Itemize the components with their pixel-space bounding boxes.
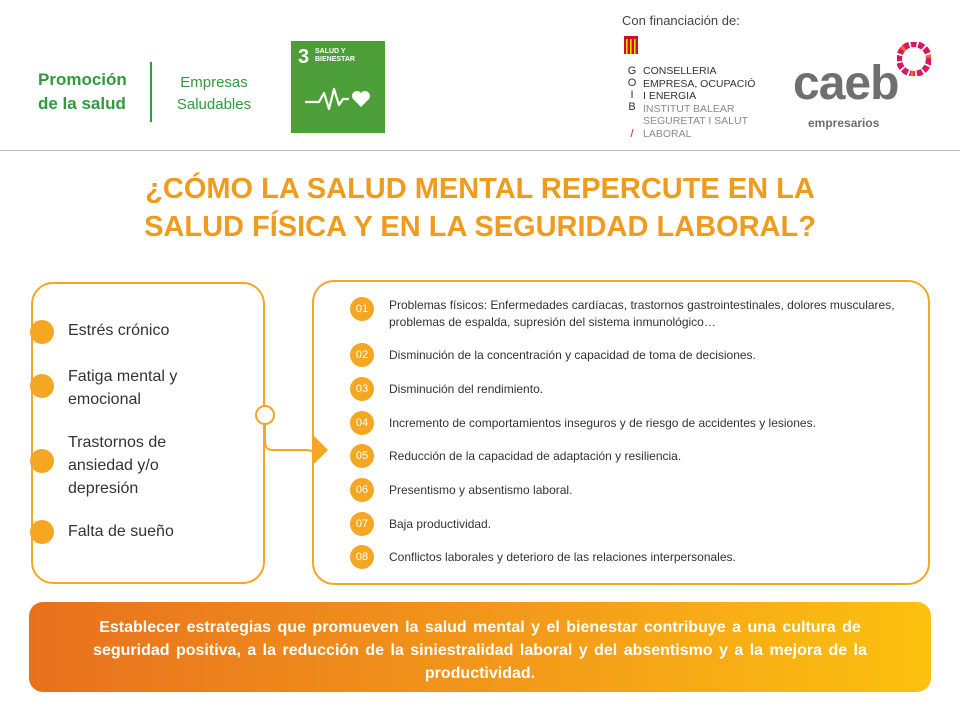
number-badge: 08 — [350, 545, 374, 569]
cause-label: Trastornos de ansiedad y/o depresión — [68, 434, 167, 497]
govern-line: EMPRESA, OCUPACIÓ — [643, 77, 756, 90]
number-badge: 06 — [350, 478, 374, 502]
number-badge: 05 — [350, 444, 374, 468]
govern-slash: / — [630, 128, 634, 140]
header-divider — [0, 150, 960, 151]
effect-label: Reducción de la capacidad de adaptación y resiliencia. — [389, 449, 682, 463]
bullet-dot — [30, 449, 54, 473]
govern-letters — [626, 65, 638, 113]
heartbeat-heart-icon — [305, 85, 373, 113]
effect-label: Disminución del rendimiento. — [389, 382, 544, 396]
number-badge: 07 — [350, 512, 374, 536]
number-badge: 01 — [350, 297, 374, 321]
effect-label: Presentismo y absentismo laboral. — [389, 483, 573, 497]
govern-line: INSTITUT BALEAR — [643, 102, 735, 115]
govern-line: SEGURETAT I SALUT — [643, 115, 749, 127]
effect-label: Conflictos laborales y deterioro de las relaciones interpersonales. — [389, 550, 736, 564]
brand-divider — [150, 62, 152, 122]
number-badge: 03 — [350, 377, 374, 401]
cause-label: Estrés crónico — [68, 322, 170, 339]
sdg-text: SALUD Y BIENESTAR — [315, 48, 355, 63]
page-title — [40, 170, 920, 246]
bullet-dot — [30, 374, 54, 398]
caeb-subtitle: empresarios — [808, 116, 880, 130]
sdg-goal-3-badge — [291, 41, 385, 133]
govern-balear-flag-icon — [624, 36, 638, 54]
effect-label: Disminución de la concentración y capacidad de toma de decisiones. — [389, 348, 756, 362]
govern-department-text — [643, 65, 763, 140]
sdg-number: 3 — [298, 46, 310, 68]
govern-line: CONSELLERIA — [643, 65, 717, 77]
effect-label: Problemas físicos: Enfermedades cardíacas, trastornos gastrointestinales, dolores musculares, problemas de espalda, supresión del sistema inmunológico… — [389, 298, 895, 329]
govern-letter: O — [627, 77, 637, 89]
bullet-dot — [30, 320, 54, 344]
govern-letter: G — [627, 65, 637, 77]
bullet-dot — [30, 520, 54, 544]
govern-line: LABORAL — [643, 127, 692, 140]
number-badge: 02 — [350, 343, 374, 367]
brand-subtitle: Empresas Saludables — [176, 74, 252, 113]
govern-letter: B — [628, 101, 636, 113]
effect-label: Incremento de comportamientos inseguros y de riesgo de accidentes y lesiones. — [389, 416, 816, 430]
title-line-1: ¿CÓMO LA SALUD MENTAL REPERCUTE EN LA — [145, 173, 815, 205]
title-line-2: SALUD FÍSICA Y EN LA SEGURIDAD LABORAL? — [144, 211, 816, 243]
conclusion-text: Establecer estrategias que promueven la salud mental y el bienestar contribuye a una cultura de seguridad positiva, a la reducción de la siniestralidad laboral y del absentismo y a la mejora de la productividad. — [93, 619, 867, 682]
brand-title: Promoción de la salud — [38, 70, 127, 113]
conclusion-banner — [29, 602, 931, 692]
caeb-logo: caeb — [793, 57, 899, 110]
number-badge: 04 — [350, 411, 374, 435]
govern-letter: I — [630, 89, 634, 101]
effect-label: Baja productividad. — [389, 517, 492, 531]
funding-label: Con financiación de: — [622, 13, 740, 28]
cause-label: Falta de sueño — [68, 523, 174, 540]
sdg-color-wheel-icon — [897, 42, 931, 76]
cause-label: Fatiga mental y emocional — [68, 368, 178, 408]
govern-line: I ENERGIA — [643, 90, 697, 102]
